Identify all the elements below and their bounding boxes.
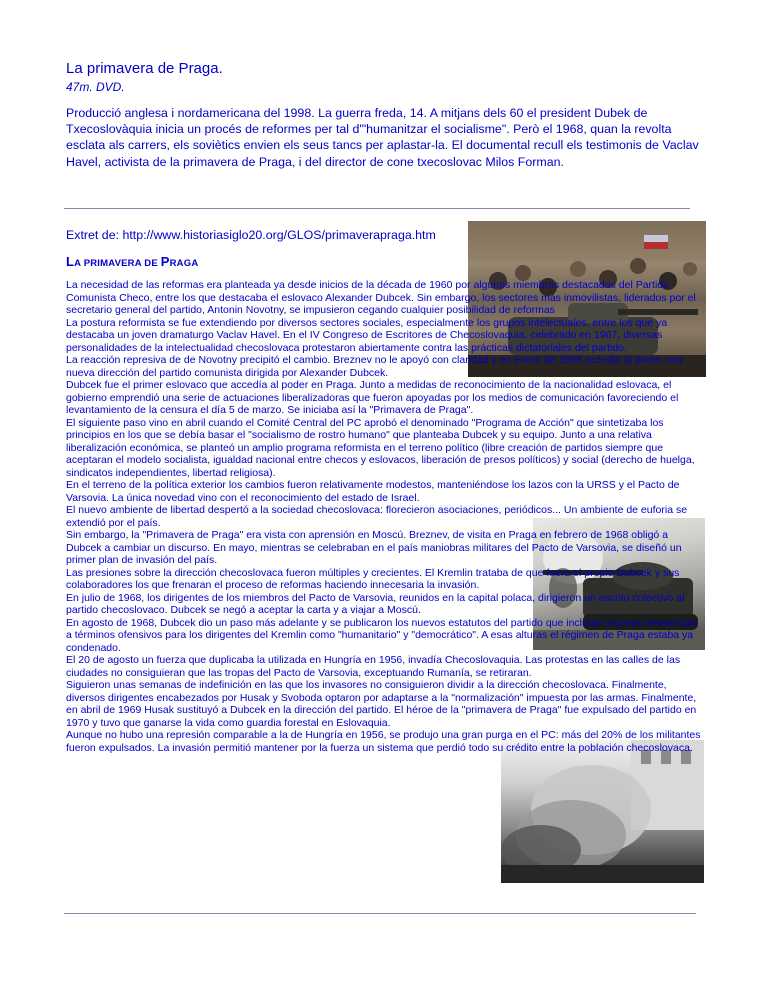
article-paragraph: El 20 de agosto un fuerza que duplicaba la utilizada en Hungría en 1956, invadía Checoslovaquia. Las protestas en las calles de las ciudades no consiguieran que las tropas del Pacto de Varsovia, exceptuando Rumanía, se retiraran. — [66, 654, 681, 679]
document-title: La primavera de Praga. — [66, 60, 223, 77]
article-paragraph: La necesidad de las reformas era planteada ya desde inicios de la década de 1960 por algunos miembros destacados del Partido Comunista Checo, entre los que destacaba el eslovaco Alexander Dubcek. Sin embargo, los sectores más inmovilistas, liderados por el secretario general del partido, Antonin Novotny, se impusieron cegando cualquier posibilidad de reformas — [66, 279, 696, 316]
smoke-street-photo-drawing — [501, 740, 704, 883]
article-heading — [66, 254, 198, 269]
article-body — [66, 279, 702, 754]
article-paragraph: La postura reformista se fue extendiendo por diversos sectores sociales, especialmente los grupos intelectuales, entre los que ya destacaba un joven dramaturgo Vaclav Havel. En el IV Congreso de Escritores de Checoslovaquia, celebrado en 1967, diversas personalidades de la intelectualidad checoslovaca protestaron abiertamente contra las prácticas dictatoriales del partido. — [66, 316, 668, 354]
article-paragraph: Sin embargo, la "Primavera de Praga" era vista con aprensión en Moscú. Breznev, de visita en Praga en febrero de 1968 obligó a Dubcek a cambiar un discurso. En mayo, mientras se celebraban en el país maniobras militares del Pacto de Varsovia, se diseñó un primer plan de invasión del país. — [66, 529, 682, 566]
article-paragraph: Las presiones sobre la dirección checoslovaca fueron múltiples y crecientes. El Kremlin trataba de que fuera el propio Dubcek y sus colaboradores los que frenaran el proceso de reformas haciendo innecesaria la invasión. — [66, 566, 680, 591]
article-paragraph: El siguiente paso vino en abril cuando el Comité Central del PC aprobó el denominado "Programa de Acción" que sintetizaba los principios en los que se debía basar el "socialismo de rostro humano" que planteaba Dubcek y su equipo. Junto a una relativa liberalización económica, se planteó un amplio programa reformista en el terreno político (libre creación de partidos siempre que aceptaran el modelo socialista, igualdad nacional entre checos y eslovacos, liberación de presos políticos) y social (derecho de huelga, sindicatos independientes, libertad religiosa). — [66, 416, 695, 479]
article-paragraph: Dubcek fue el primer eslovaco que accedía al poder en Praga. Junto a medidas de reconocimiento de la nacionalidad eslovaca, el gobierno emprendió una serie de actuaciones liberalizadoras que fueron apoyadas por los medios de comunicación favoreciendo el levantamiento de la censura el día 5 de marzo. Se iniciaba así la "Primavera de Praga". — [66, 379, 679, 416]
article-paragraph: La reacción represiva de de Novotny precipitó el cambio. Breznev no le apoyó con claridad y en enero de 1968 accedió al poder una nueva dirección del partido comunista dirigida por Alexander Dubcek. — [66, 354, 683, 379]
article-paragraph: En julio de 1968, los dirigentes de los miembros del Pacto de Varsovia, reunidos en la capital polaca, dirigieron un escrito colectivo al partido checoslovaco. Dubcek se negó a aceptar la carta y a viajar a Moscú. — [66, 591, 685, 616]
article-paragraph: En el terreno de la política exterior los cambios fueron relativamente modestos, manteniéndose los lazos con la URSS y el Pacto de Varsovia. La única novedad vino con el reconocimiento del estado de Israel. — [66, 479, 680, 504]
article-paragraph: El nuevo ambiente de libertad despertó a la sociedad checoslovaca: florecieron asociaciones, periódicos... Un ambiente de euforia se extendió por el país. — [66, 504, 688, 529]
heading-initial-l: L — [66, 254, 75, 269]
heading-smallcaps-2: RAGA — [169, 258, 199, 269]
divider-bottom — [64, 913, 696, 914]
divider-top — [64, 208, 690, 209]
source-line: Extret de: http://www.historiasiglo20.org/GLOS/primaverapraga.htm — [66, 228, 436, 242]
smoke-street-photo — [501, 740, 704, 883]
article-paragraph: En agosto de 1968, Dubcek dio un paso más adelante y se publicaron los nuevos estatutos del partido que incluían muchas referencias a términos ofensivos para los dirigentes del Kremlin como "humanitario" y "democrático". A esas alturas el régimen de Praga estaba ya condenado. — [66, 616, 697, 654]
article-paragraph: Aunque no hubo una represión comparable a la de Hungría en 1956, se produjo una gran purga en el PC: más del 20% de los militantes fueron expulsados. La invasión permitió mantener por la fuerza un sistema que perdió todo su crédito entre la población checoslovaca. — [66, 729, 701, 754]
article-paragraph: Siguieron unas semanas de indefinición en las que los invasores no consiguieron dividir a la dirección checoslovaca. Finalmente, diversos dirigentes encabezados por Husak y Svoboda optaron por adaptarse a la "normalización" impuesta por las armas. Finalmente, en abril de 1969 Husak sustituyó a Dubcek en la dirección del partido. El héroe de la "primavera de Praga" fue expulsado del partido en 1970 y tuvo que ganarse la vida como guardia forestal en Eslovaquia. — [66, 679, 697, 729]
intro-paragraph: Producció anglesa i nordamericana del 1998. La guerra freda, 14. A mitjans dels 60 el president Dubek de Txecoslovàquia inicia un procés de reformes per tal d'"humanitzar el socialisme". Però el 1968, quan la revolta esclata als carrers, els soviètics envien els seus tancs per aplastar-la. El documental recull els testimonis de Vaclav Havel, activista de la primavera de Praga, i del director de cone txecoslovac Milos Forman. — [66, 106, 699, 169]
heading-initial-p: P — [160, 254, 170, 269]
document-subtitle: 47m. DVD. — [66, 80, 125, 94]
heading-smallcaps-1: A PRIMAVERA DE — [74, 258, 161, 269]
